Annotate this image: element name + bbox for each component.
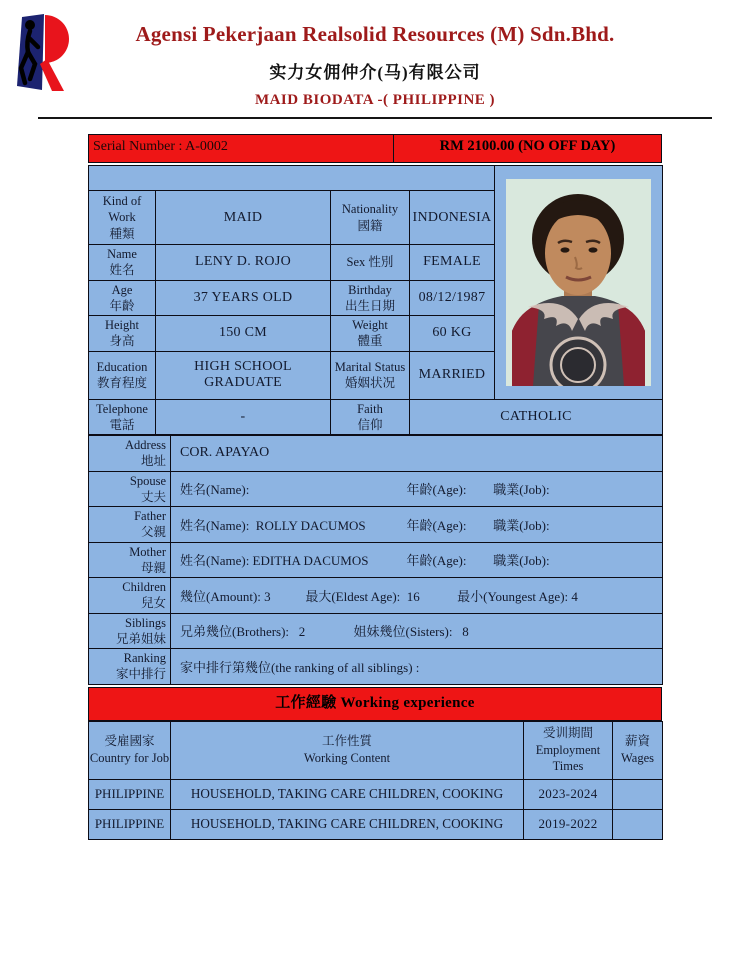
table-row xyxy=(89,779,663,809)
father-age-field: 年齡(Age): xyxy=(406,517,467,533)
label-cn: 身高 xyxy=(109,334,135,349)
name-label xyxy=(89,245,156,281)
table-row xyxy=(89,542,663,578)
experience-wages xyxy=(613,779,663,809)
header-en: Country for Job xyxy=(89,751,170,765)
label-en: Age xyxy=(111,282,133,297)
document-title: MAID BIODATA -( PHILIPPINE ) xyxy=(254,92,496,108)
name-value: LENY D. ROJO xyxy=(156,245,331,281)
sex-label xyxy=(331,245,410,281)
birthday-label xyxy=(331,280,410,316)
label-cn: 地址 xyxy=(140,454,166,469)
spacer-cell xyxy=(89,166,495,191)
birthday-value: 08/12/1987 xyxy=(410,280,495,316)
experience-country: PHILIPPINE xyxy=(89,809,171,839)
address-value: COR. APAYAO xyxy=(171,436,663,472)
biodata-body xyxy=(88,134,662,840)
label-en: Siblings xyxy=(125,615,166,630)
spouse-label xyxy=(89,471,171,507)
kind-of-work-value: MAID xyxy=(156,191,331,245)
children-label xyxy=(89,578,171,614)
label-cn: 種類 xyxy=(109,226,135,241)
label-en: Father xyxy=(134,509,166,523)
siblings-sisters-field: 姐妹幾位(Sisters): 8 xyxy=(353,624,469,640)
table-row xyxy=(89,399,663,435)
father-label xyxy=(89,507,171,543)
label-en: Mother xyxy=(129,544,166,559)
label-en: Education xyxy=(96,359,148,374)
label-en: Weight xyxy=(352,318,388,332)
father-name-field: 姓名(Name): ROLLY DACUMOS xyxy=(180,517,366,533)
header-divider xyxy=(38,117,712,119)
experience-country: PHILIPPINE xyxy=(89,779,171,809)
kind-of-work-label xyxy=(89,191,156,245)
table-row xyxy=(89,166,663,191)
weight-value: 60 KG xyxy=(410,316,495,352)
page-header xyxy=(0,0,750,109)
label-en: Kind of Work xyxy=(102,194,145,225)
experience-content: HOUSEHOLD, TAKING CARE CHILDREN, COOKING xyxy=(171,779,524,809)
mother-details xyxy=(171,542,663,578)
label-cn: 父親 xyxy=(140,525,166,540)
spouse-details xyxy=(171,471,663,507)
company-name: Agensi Pekerjaan Realsolid Resources (M) Sdn.Bhd. xyxy=(135,22,615,46)
faith-label xyxy=(331,399,410,435)
label-en: Sex 性別 xyxy=(346,255,394,270)
table-row xyxy=(89,721,663,779)
working-experience-header: 工作經驗 Working experience xyxy=(88,687,662,721)
experience-content: HOUSEHOLD, TAKING CARE CHILDREN, COOKING xyxy=(171,809,524,839)
experience-wages xyxy=(613,809,663,839)
salary-rate: RM 2100.00 (NO OFF DAY) xyxy=(439,138,616,154)
table-row xyxy=(89,613,663,649)
address-label xyxy=(89,436,171,472)
experience-period: 2023-2024 xyxy=(524,779,613,809)
experience-period: 2019-2022 xyxy=(524,809,613,839)
label-en: Marital Status xyxy=(334,359,406,374)
siblings-brothers-field: 兄弟幾位(Brothers): 2 xyxy=(180,624,306,640)
marital-status-value: MARRIED xyxy=(410,351,495,399)
education-label xyxy=(89,351,156,399)
label-cn: 出生日期 xyxy=(344,298,395,313)
mother-job-field: 職業(Job): xyxy=(493,553,550,569)
column-header-wages xyxy=(613,721,663,779)
label-cn: 信仰 xyxy=(357,417,383,432)
father-details xyxy=(171,507,663,543)
table-row xyxy=(89,809,663,839)
serial-number: Serial Number : A-0002 xyxy=(89,135,394,162)
label-cn: 國籍 xyxy=(357,218,383,233)
children-amount-field: 幾位(Amount): 3 xyxy=(180,588,271,604)
label-cn: 丈夫 xyxy=(140,489,166,504)
label-cn: 家中排行 xyxy=(115,667,166,682)
label-en: Name xyxy=(107,247,137,261)
label-en: Address xyxy=(125,438,166,452)
column-header-country xyxy=(89,721,171,779)
table-row xyxy=(89,649,663,685)
header-cn: 工作性質 xyxy=(321,734,372,749)
label-en: Faith xyxy=(357,401,383,416)
bio-table xyxy=(88,165,663,435)
spouse-age-field: 年齡(Age): xyxy=(406,482,467,498)
siblings-details xyxy=(171,613,663,649)
label-cn: 婚姻状况 xyxy=(344,376,395,390)
label-cn: 姓名 xyxy=(109,263,135,278)
children-details xyxy=(171,578,663,614)
header-en: Wages xyxy=(620,751,654,765)
siblings-label xyxy=(89,613,171,649)
label-cn: 電話 xyxy=(109,417,135,432)
header-cn: 受雇國家 xyxy=(104,734,155,749)
table-row xyxy=(89,471,663,507)
education-value: HIGH SCHOOL GRADUATE xyxy=(156,351,331,399)
spouse-name-field: 姓名(Name): xyxy=(180,482,250,498)
label-cn: 兄弟姐妹 xyxy=(115,631,166,646)
photo-cell xyxy=(495,166,663,400)
label-en: Height xyxy=(104,318,140,332)
label-en: Birthday xyxy=(348,282,392,297)
header-cn: 薪資 xyxy=(624,734,650,749)
label-en: Spouse xyxy=(129,473,166,488)
nationality-label xyxy=(331,191,410,245)
table-row xyxy=(89,578,663,614)
family-table xyxy=(88,435,663,685)
label-en: Ranking xyxy=(123,651,166,665)
ranking-label xyxy=(89,649,171,685)
telephone-label xyxy=(89,399,156,435)
label-cn: 教育程度 xyxy=(96,376,147,390)
nationality-value: INDONESIA xyxy=(410,191,495,245)
weight-label xyxy=(331,316,410,352)
mother-label xyxy=(89,542,171,578)
company-name-chinese: 实力女佣仲介(马)有限公司 xyxy=(269,63,481,82)
label-cn: 年齡 xyxy=(109,298,135,313)
table-row xyxy=(89,436,663,472)
faith-value: CATHOLIC xyxy=(410,399,663,435)
mother-name-field: 姓名(Name): EDITHA DACUMOS xyxy=(180,553,369,569)
mother-age-field: 年齡(Age): xyxy=(406,553,467,569)
column-header-period xyxy=(524,721,613,779)
children-eldest-field: 最大(Eldest Age): 16 xyxy=(305,588,420,604)
table-row xyxy=(89,507,663,543)
label-en: Children xyxy=(122,580,166,594)
sex-value: FEMALE xyxy=(410,245,495,281)
children-youngest-field: 最小(Youngest Age): 4 xyxy=(457,588,578,604)
column-header-content xyxy=(171,721,524,779)
working-experience-table xyxy=(88,721,663,840)
label-cn: 體重 xyxy=(357,334,383,349)
label-cn: 母親 xyxy=(140,560,166,575)
serial-rate-bar xyxy=(88,134,662,163)
header-en: Working Content xyxy=(303,751,391,765)
father-job-field: 職業(Job): xyxy=(493,517,550,533)
header-en: Employment Times xyxy=(535,742,601,774)
marital-status-label xyxy=(331,351,410,399)
height-value: 150 CM xyxy=(156,316,331,352)
height-label xyxy=(89,316,156,352)
label-en: Nationality xyxy=(341,202,399,217)
spouse-job-field: 職業(Job): xyxy=(493,482,550,498)
agency-logo-icon xyxy=(13,12,69,92)
label-en: Telephone xyxy=(96,401,148,416)
label-cn: 兒女 xyxy=(140,596,166,611)
header-cn: 受训期間 xyxy=(542,725,593,740)
ranking-details: 家中排行第幾位(the ranking of all siblings) : xyxy=(171,649,663,685)
telephone-value: - xyxy=(156,399,331,435)
age-value: 37 YEARS OLD xyxy=(156,280,331,316)
maid-photo xyxy=(506,179,651,386)
age-label xyxy=(89,280,156,316)
